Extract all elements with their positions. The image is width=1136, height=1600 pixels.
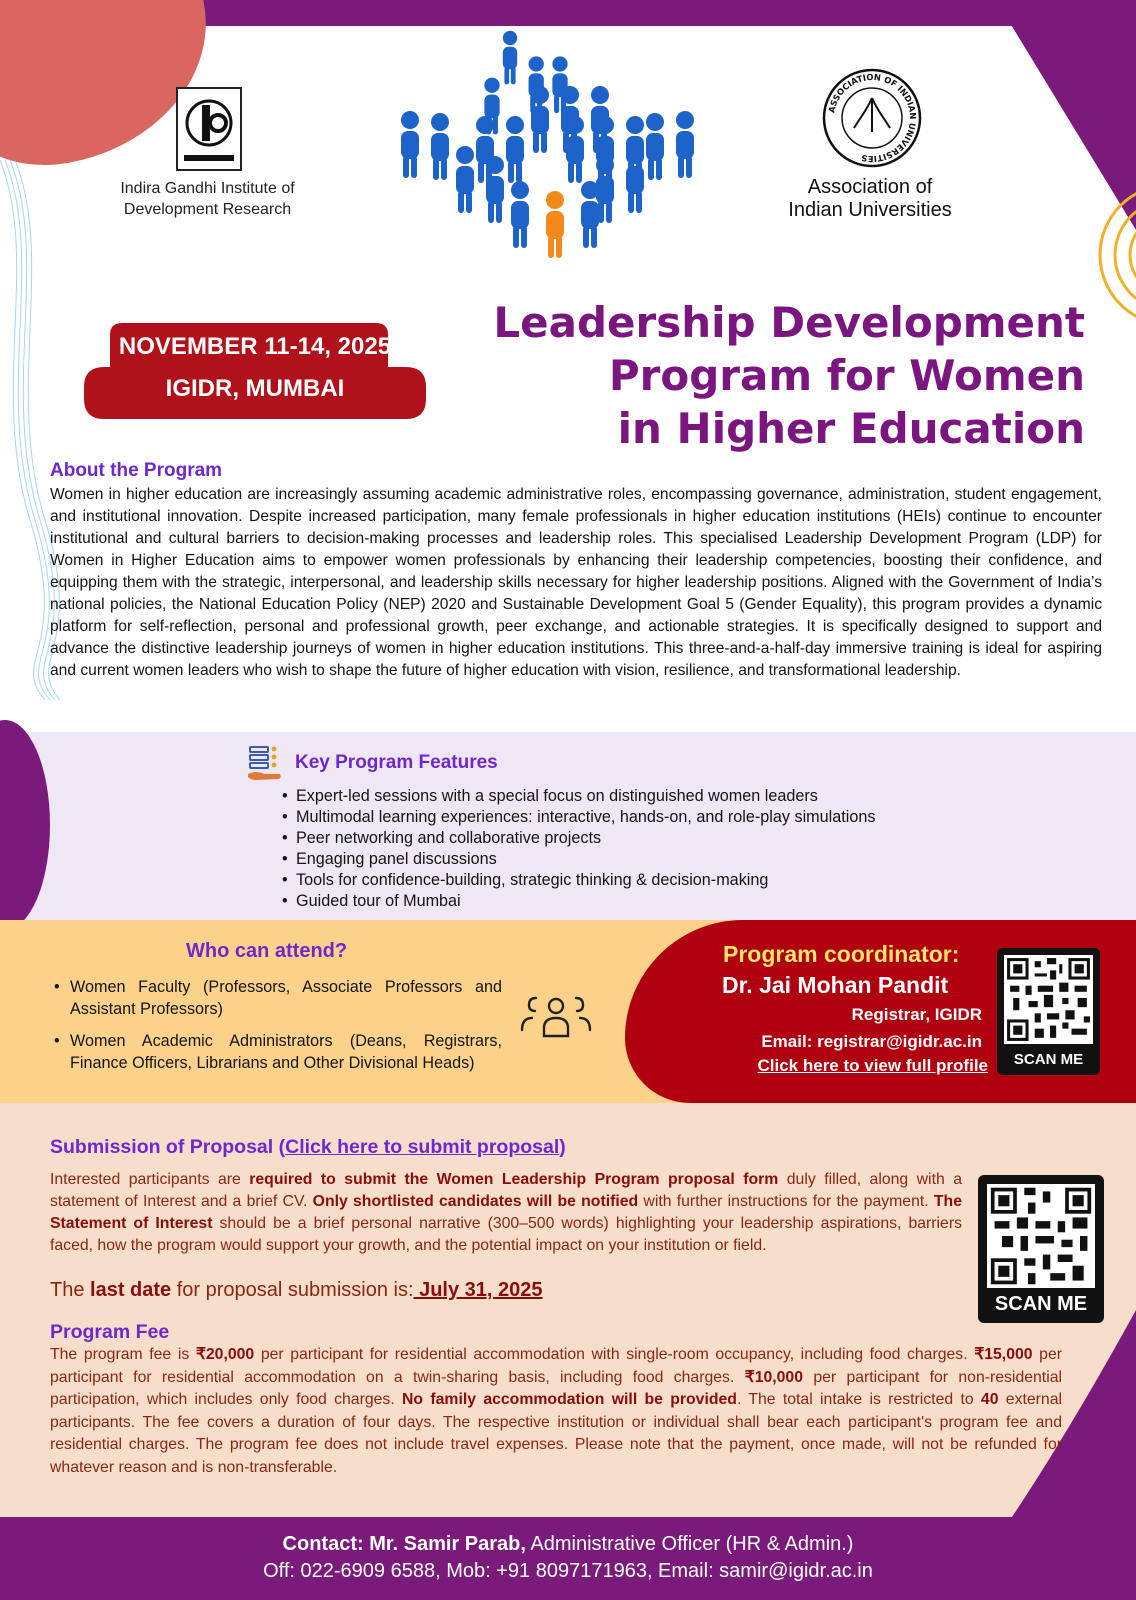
fee-text: . The total intake is restricted to (736, 1391, 981, 1408)
attend-item: • Women Faculty (Professors, Associate Professors and Assistant Professors) (70, 976, 502, 1020)
coordinator-profile-link[interactable]: Click here to view full profile (757, 1056, 988, 1075)
qr-code-icon (1004, 955, 1093, 1044)
title-line3: in Higher Education (617, 404, 1085, 453)
fee-text: per participant for non-residential participation, which includes only food charges. (50, 1368, 1062, 1408)
person-figure-icon (486, 156, 504, 223)
igidr-logo-mark (178, 89, 240, 169)
feature-item: • Peer networking and collaborative projects (296, 828, 875, 849)
feature-item: • Guided tour of Mumbai (296, 891, 875, 912)
fee-heading: Program Fee (50, 1321, 170, 1343)
aiu-name-line1: Association of (807, 176, 933, 198)
leader-figure-icon (546, 191, 564, 258)
event-date: NOVEMBER 11-14, 2025 (118, 333, 392, 360)
last-date-value: July 31, 2025 (413, 1279, 543, 1301)
submit-proposal-link[interactable]: Click here to submit proposal (285, 1136, 560, 1158)
feature-item: • Engaging panel discussions (296, 849, 875, 870)
fee-bold: 40 (980, 1391, 999, 1408)
fee-text: external participants. The fee covers a duration of four days. The respective institution or individual shall bear each participant's program fee and residential charges. The program fee does not include travel expenses. Please note that the payment, once made, will not be refunded for whatever reason and is non-transferable. (50, 1391, 1062, 1476)
person-figure-icon (529, 56, 544, 113)
aiu-name-line2: Indian Universities (788, 199, 952, 221)
qr-scan-label: SCAN ME (1013, 1051, 1084, 1068)
group-people-icon (518, 990, 594, 1040)
last-date-bold: last date (90, 1279, 172, 1301)
person-figure-icon (503, 31, 517, 85)
submission-bold: required to submit the Women Leadership Program proposal form (249, 1171, 779, 1188)
title-line1: Leadership Development (493, 298, 1085, 347)
coordinator-qr-code[interactable] (997, 948, 1100, 1075)
fee-bold: ₹20,000 (195, 1346, 255, 1363)
about-heading: About the Program (50, 460, 223, 481)
submission-heading (50, 1136, 566, 1159)
submission-heading-paren: ( (278, 1136, 286, 1158)
feature-item: • Expert-led sessions with a special focus on distinguished women leaders (296, 786, 875, 807)
coordinator-role: Registrar, IGIDR (851, 1005, 982, 1024)
coordinator-heading: Program coordinator: (723, 941, 960, 967)
submission-heading-text: Submission of Proposal (50, 1136, 274, 1158)
submission-text: duly filled, along with a statement of Interest and a brief CV. (50, 1171, 962, 1210)
person-figure-icon (552, 56, 567, 113)
attend-heading: Who can attend? (186, 940, 348, 962)
event-date-badge (84, 323, 426, 419)
person-figure-icon (456, 146, 474, 213)
person-figure-icon (626, 146, 644, 213)
about-body: Women in higher education are increasingly assuming academic administrative roles, encompassing governance, administration, student engagement, and institutional innovation. Despite increased participation, many female professionals in higher education institutions (HEIs) continue to encounter institutional and cultural barriers to decision-making processes and leadership roles. This specialised Leadership Development Program (LDP) for Women in Higher Education aims to empower women professionals by enhancing their leadership competencies, boosting their confidence, and equipping them with the strategic, interpersonal, and leadership skills necessary for higher leadership positions. Aligned with the Government of India’s national policies, the National Education Policy (NEP) 2020 and Sustainable Development Goal 5 (Gender Equality), this program provides a dynamic platform for self-reflection, personal and professional growth, peer exchange, and actionable strategies. It is specifically designed to support and advance the distinctive leadership journeys of women in higher education institutions. This three-and-a-half-day immersive training is ideal for aspiring and current women leaders who wish to shape the future of higher education with vision, resilience, and transformational leadership. (50, 486, 1102, 679)
aiu-name (760, 176, 980, 222)
footer-contact-role: Administrative Officer (HR & Admin.) (525, 1533, 854, 1555)
person-figure-icon (506, 116, 524, 183)
person-figure-icon (531, 86, 549, 153)
last-date-line (50, 1279, 543, 1302)
footer (0, 1517, 1136, 1600)
igidr-logo (176, 87, 242, 171)
title-line2: Program for Women (608, 351, 1085, 400)
feature-item: • Tools for confidence-building, strategic thinking & decision-making (296, 870, 875, 891)
submission-qr-code[interactable] (978, 1175, 1104, 1323)
submission-bold: The Statement of Interest (50, 1193, 962, 1232)
fee-bold: ₹15,000 (974, 1346, 1033, 1363)
person-figure-icon (646, 113, 664, 180)
aiu-seal-logo (822, 68, 922, 168)
coordinator-name: Dr. Jai Mohan Pandit (722, 972, 949, 998)
person-figure-icon (511, 181, 529, 248)
person-figure-icon (566, 116, 584, 183)
fee-text: per participant for residential accommodation with single-room occupancy, including food charges. (254, 1346, 975, 1363)
fee-body (50, 1344, 1062, 1479)
person-figure-icon (401, 111, 419, 178)
attend-list (70, 976, 502, 1084)
submission-bold: Only shortlisted candidates will be notified (312, 1193, 639, 1210)
last-date-text: for proposal submission is: (171, 1279, 414, 1301)
coordinator-email: Email: registrar@igidr.ac.in (761, 1032, 982, 1051)
people-crowd-illustration (390, 30, 720, 300)
submission-text: Interested participants are (50, 1171, 250, 1188)
footer-contact-name: Contact: Mr. Samir Parab, (282, 1533, 526, 1555)
feature-list-icon (246, 744, 286, 784)
footer-contact-details: Off: 022-6909 6588, Mob: +91 8097171963, Email: samir@igidr.ac.in (263, 1560, 873, 1582)
last-date-text: The (50, 1279, 91, 1301)
footer-contact-line (0, 1533, 1136, 1556)
fee-text: The program fee is (50, 1346, 196, 1363)
attend-item: • Women Academic Administrators (Deans, Registrars, Finance Officers, Librarians and Other Divisional Heads) (70, 1030, 502, 1074)
igidr-name (100, 178, 315, 220)
person-figure-icon (431, 113, 449, 180)
features-list (296, 786, 875, 912)
person-figure-icon (581, 181, 599, 248)
event-venue: IGIDR, MUMBAI (165, 375, 345, 402)
submission-heading-paren-close: ) (559, 1136, 566, 1158)
igidr-name-line1: Indira Gandhi Institute of (120, 180, 295, 197)
fee-text: per participant for residential accommodation on a twin-sharing basis, including food charges. (50, 1346, 1062, 1386)
submission-text: with further instructions for the payment. (638, 1193, 934, 1210)
fee-bold: ₹10,000 (744, 1368, 804, 1386)
fee-bold: No family accommodation will be provided (402, 1391, 737, 1408)
qr-code-icon (987, 1184, 1095, 1288)
qr-scan-label: SCAN ME (994, 1293, 1088, 1315)
submission-body (50, 1169, 962, 1257)
features-heading: Key Program Features (295, 752, 498, 773)
page-title (440, 296, 1085, 455)
submission-text: should be a brief personal narrative (300–500 words) highlighting your leadership aspirations, barriers faced, how the program would support your growth, and the potential impact on your institution or field. (50, 1215, 962, 1254)
aiu-seal-text-path: ASSOCIATION OF INDIAN UNIVERSITIES (826, 71, 919, 165)
igidr-name-line2: Development Research (123, 201, 292, 218)
person-figure-icon (676, 111, 694, 178)
feature-item: • Multimodal learning experiences: interactive, hands-on, and role-play simulations (296, 807, 875, 828)
